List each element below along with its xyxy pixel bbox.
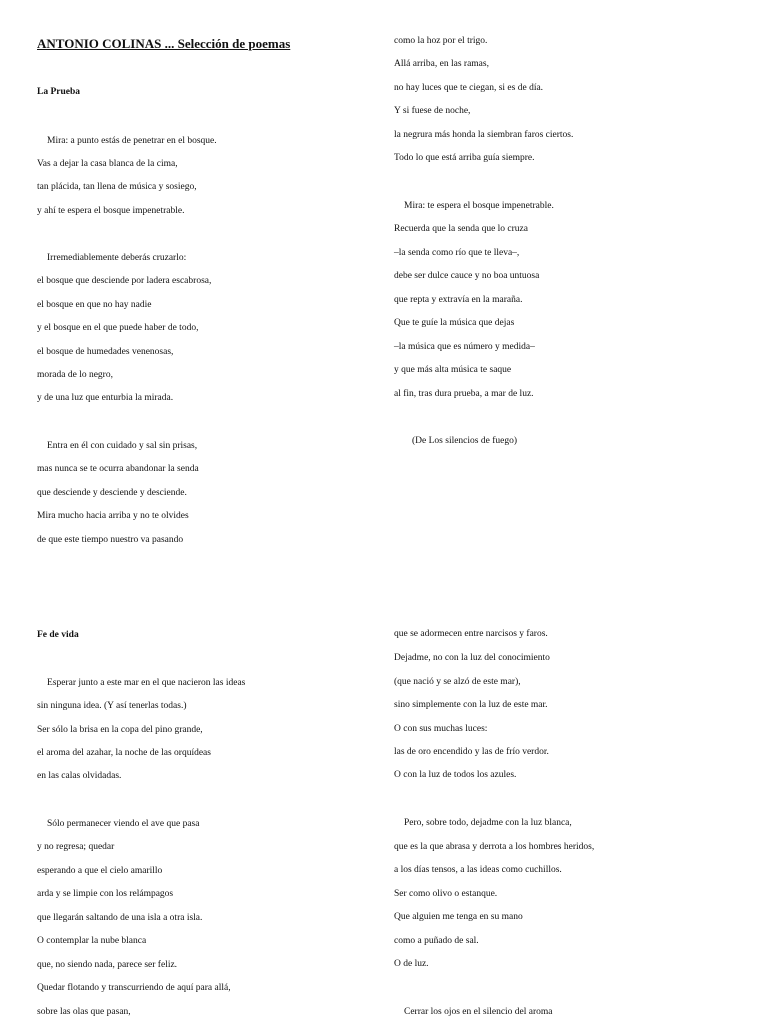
poem-line: que es la que abrasa y derrota a los hombres heridos, [394, 842, 595, 852]
poem-line: y que más alta música te saque [394, 365, 512, 375]
poem-line: Pero, sobre todo, dejadme con la luz blanca, [404, 818, 572, 828]
poem-line: tan plácida, tan llena de música y sosiego, [37, 182, 197, 192]
poem-line: Mira: a punto estás de penetrar en el bosque. [47, 136, 217, 146]
poem-line: Esperar junto a este mar en el que nacieron las ideas [47, 678, 246, 688]
poem-line: que llegarán saltando de una isla a otra isla. [37, 913, 203, 923]
poem-line: Entra en él con cuidado y sal sin prisas, [47, 441, 198, 451]
poem-line: Que te guíe la música que dejas [394, 318, 515, 328]
poem-line: O de luz. [394, 959, 429, 969]
poem-line: que repta y extravía en la maraña. [394, 295, 523, 305]
poem-line: Ser como olivo o estanque. [394, 889, 498, 899]
poem-line: las de oro encendido y las de frío verdor. [394, 747, 549, 757]
poem-line: Ser sólo la brisa en la copa del pino grande, [37, 725, 203, 735]
poem-line: O con sus muchas luces: [394, 724, 488, 734]
poem-line: el aroma del azahar, la noche de las orquídeas [37, 748, 211, 758]
poem-line: y no regresa; quedar [37, 842, 115, 852]
poem-line: Que alguien me tenga en su mano [394, 912, 523, 922]
poem-line: sin ninguna idea. (Y así tenerlas todas.) [37, 701, 187, 711]
poem-source-citation: (De Los silencios de fuego) [412, 436, 517, 446]
poem-line: de que este tiempo nuestro va pasando [37, 535, 184, 545]
poem-line: –la senda como río que te lleva–, [394, 248, 520, 258]
poem-line: a los días tensos, a las ideas como cuchillos. [394, 865, 562, 875]
poem-line: Todo lo que está arriba guía siempre. [394, 153, 535, 163]
poem-line: Vas a dejar la casa blanca de la cima, [37, 159, 178, 169]
poem-line: (que nació y se alzó de este mar), [394, 677, 521, 687]
poem-line: Quedar flotando y transcurriendo de aquí para allá, [37, 983, 231, 993]
poem-line: Allá arriba, en las ramas, [394, 59, 489, 69]
poem-line: Mira mucho hacia arriba y no te olvides [37, 511, 189, 521]
poem-line: Irremediablemente deberás cruzarlo: [47, 253, 187, 263]
poem-heading-fe-de-vida: Fe de vida [37, 630, 79, 640]
poem-line: como la hoz por el trigo. [394, 36, 488, 46]
poem-line: debe ser dulce cauce y no boa untuosa [394, 271, 540, 281]
poem-line: el bosque que desciende por ladera escabrosa, [37, 276, 212, 286]
poem-line: –la música que es número y medida– [394, 342, 535, 352]
poem-line: que, no siendo nada, parece ser feliz. [37, 960, 178, 970]
poem-line: esperando a que el cielo amarillo [37, 866, 163, 876]
poem-line: no hay luces que te ciegan, si es de día. [394, 83, 544, 93]
poem-line: morada de lo negro, [37, 370, 113, 380]
poem-line: en las calas olvidadas. [37, 771, 122, 781]
poem-line: la negrura más honda la siembran faros ciertos. [394, 130, 574, 140]
poem-line: al fin, tras dura prueba, a mar de luz. [394, 389, 534, 399]
poem-line: sobre las olas que pasan, [37, 1007, 131, 1017]
document-title: ANTONIO COLINAS ... Selección de poemas [37, 36, 291, 51]
poem-line: como a puñado de sal. [394, 936, 479, 946]
poem-line: Mira: te espera el bosque impenetrable. [404, 201, 554, 211]
poem-line: Recuerda que la senda que lo cruza [394, 224, 528, 234]
poem-line: mas nunca se te ocurra abandonar la senda [37, 464, 199, 474]
poem-line: y ahí te espera el bosque impenetrable. [37, 206, 185, 216]
poem-line: O con la luz de todos los azules. [394, 770, 517, 780]
poem-line: que se adormecen entre narcisos y faros. [394, 629, 548, 639]
poem-line: Y si fuese de noche, [394, 106, 471, 116]
poem-line: que desciende y desciende y desciende. [37, 488, 187, 498]
poem-line: y de una luz que enturbia la mirada. [37, 393, 174, 403]
poem-line: Cerrar los ojos en el silencio del aroma [404, 1007, 553, 1017]
poem-line: Dejadme, no con la luz del conocimiento [394, 653, 550, 663]
poem-line: Sólo permanecer viendo el ave que pasa [47, 819, 200, 829]
poem-line: sino simplemente con la luz de este mar. [394, 700, 548, 710]
poem-line: arda y se limpie con los relámpagos [37, 889, 174, 899]
poem-line: y el bosque en el que puede haber de todo, [37, 323, 199, 333]
poem-line: O contemplar la nube blanca [37, 936, 147, 946]
poem-line: el bosque en que no hay nadie [37, 300, 152, 310]
poem-heading-la-prueba: La Prueba [37, 87, 81, 97]
poem-line: el bosque de humedades venenosas, [37, 347, 174, 357]
